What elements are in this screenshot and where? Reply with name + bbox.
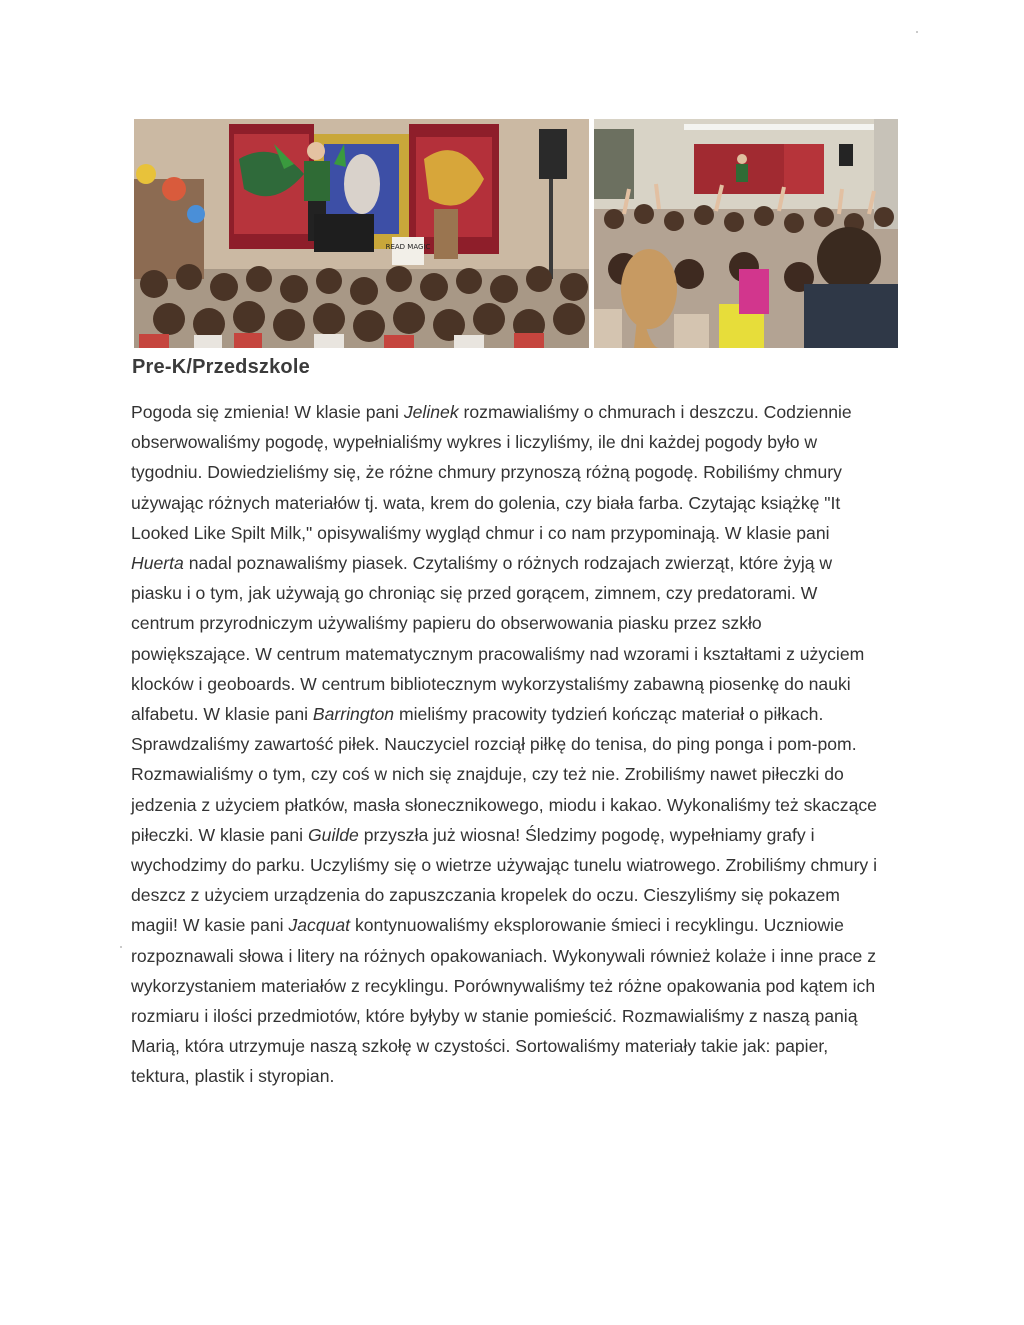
article-line <box>131 759 901 789</box>
article-line <box>131 790 901 820</box>
text-run: piłeczki. W klasie pani <box>131 824 308 845</box>
article-line <box>131 971 901 1001</box>
text-run: obserwowaliśmy pogodę, wypełnialiśmy wykres i liczyliśmy, ile dni każdej pogody było w <box>131 432 818 453</box>
article-line <box>131 910 901 940</box>
text-run: magii! W kasie pani <box>131 915 289 936</box>
article-line <box>131 820 901 850</box>
text-run: nadal poznawaliśmy piasek. Czytaliśmy o różnych rodzajach zwierząt, które żyją w <box>183 553 833 574</box>
article-line <box>131 488 901 518</box>
text-run: Marią, która utrzymuje naszą szkołę w czystości. Sortowaliśmy materiały takie jak: papier, <box>131 1036 829 1057</box>
article-line <box>131 729 901 759</box>
text-run: Sprawdzaliśmy zawartość piłek. Nauczyciel rozciął piłkę do tenisa, do ping ponga i pom-pom. <box>131 734 857 755</box>
teacher-name: Guilde <box>307 824 359 845</box>
article-paragraph <box>131 397 901 1092</box>
article-line <box>131 518 901 548</box>
text-run: centrum przyrodniczym używaliśmy papieru do obserwowania piasku przez szkło <box>131 613 762 634</box>
stage-sign: READ MAGIC <box>385 243 431 251</box>
text-run: mieliśmy pracowity tydzień kończąc materiał o piłkach. <box>394 704 824 725</box>
article-body <box>131 397 901 1092</box>
text-run: tygodniu. Dowiedzieliśmy się, że różne chmury przynoszą różną pogodę. Robiliśmy chmury <box>131 462 842 483</box>
scan-speck <box>120 946 122 948</box>
text-run: Pogoda się zmienia! W klasie pani <box>131 402 404 422</box>
scan-speck <box>916 31 918 33</box>
magic-show-photo <box>134 119 589 348</box>
text-run: powiększające. W centrum matematycznym pracowaliśmy nad wzorami i kształtami z użyciem <box>131 643 865 664</box>
text-run: klocków i geoboards. W centrum bibliotecznym wykorzystaliśmy zabawną piosenkę do nauki <box>131 673 851 694</box>
article-line <box>131 1001 901 1031</box>
section-heading: Pre-K/Przedszkole <box>132 356 310 378</box>
teacher-name: Jelinek <box>403 402 459 422</box>
text-run: tektura, plastik i styropian. <box>131 1066 335 1087</box>
text-run: Rozmawialiśmy o tym, czy coś w nich się znajduje, czy też nie. Zrobiliśmy nawet piłeczki do <box>131 764 844 785</box>
article-line <box>131 397 901 427</box>
article-line <box>131 548 901 578</box>
audience-photo <box>594 119 898 348</box>
article-line <box>131 699 901 729</box>
article-line <box>131 578 901 608</box>
article-line <box>131 639 901 669</box>
text-run: piasku i o tym, jak używają go chroniąc się przed gorącem, zimnem, czy predatorami. W <box>131 583 818 604</box>
text-run: alfabetu. W klasie pani <box>131 704 313 725</box>
article-line <box>131 669 901 699</box>
text-run: wykorzystaniem materiałów z recyklingu. Porównywaliśmy też różne opakowania pod kątem ich <box>131 975 876 996</box>
text-run: Looked Like Spilt Milk," opisywaliśmy wygląd chmur i co nam przypominają. W klasie pani <box>131 522 830 543</box>
teacher-name: Jacquat <box>288 915 351 936</box>
magic-show-stage-photo-icon <box>134 119 589 348</box>
audience-children-photo-icon <box>594 119 898 348</box>
teacher-name: Barrington <box>312 704 395 725</box>
text-run: kontynuowaliśmy eksplorowanie śmieci i recyklingu. Uczniowie <box>350 915 844 936</box>
article-line <box>131 1061 901 1091</box>
text-run: rozpoznawali słowa i litery na różnych opakowaniach. Wykonywali również kolaże i inne prace z <box>131 945 876 966</box>
text-run: przyszła już wiosna! Śledzimy pogodę, wypełniamy grafy i <box>358 824 815 845</box>
article-line <box>131 427 901 457</box>
article-line <box>131 941 901 971</box>
text-run: rozmiaru i ilości przedmiotów, które byłyby w stanie pomieścić. Rozmawialiśmy z naszą panią <box>131 1006 858 1027</box>
article-line <box>131 850 901 880</box>
article-line <box>131 880 901 910</box>
teacher-name: Huerta <box>131 553 184 574</box>
article-line <box>131 457 901 487</box>
text-run: rozmawialiśmy o chmurach i deszczu. Codziennie <box>458 402 852 422</box>
text-run: deszcz z użyciem urządzenia do zapuszczania kropelek do oczu. Cieszyliśmy się pokazem <box>131 885 840 906</box>
article-line <box>131 608 901 638</box>
text-run: wychodzimy do parku. Uczyliśmy się o wietrze używając tunelu wiatrowego. Zrobiliśmy chmury i <box>131 855 878 876</box>
text-run: jedzenia z użyciem płatków, masła słonecznikowego, miodu i kakao. Wykonaliśmy też skaczące <box>131 794 877 815</box>
text-run: używając różnych materiałów tj. wata, krem do golenia, czy biała farba. Czytając książkę "It <box>131 492 841 513</box>
article-line <box>131 1031 901 1061</box>
